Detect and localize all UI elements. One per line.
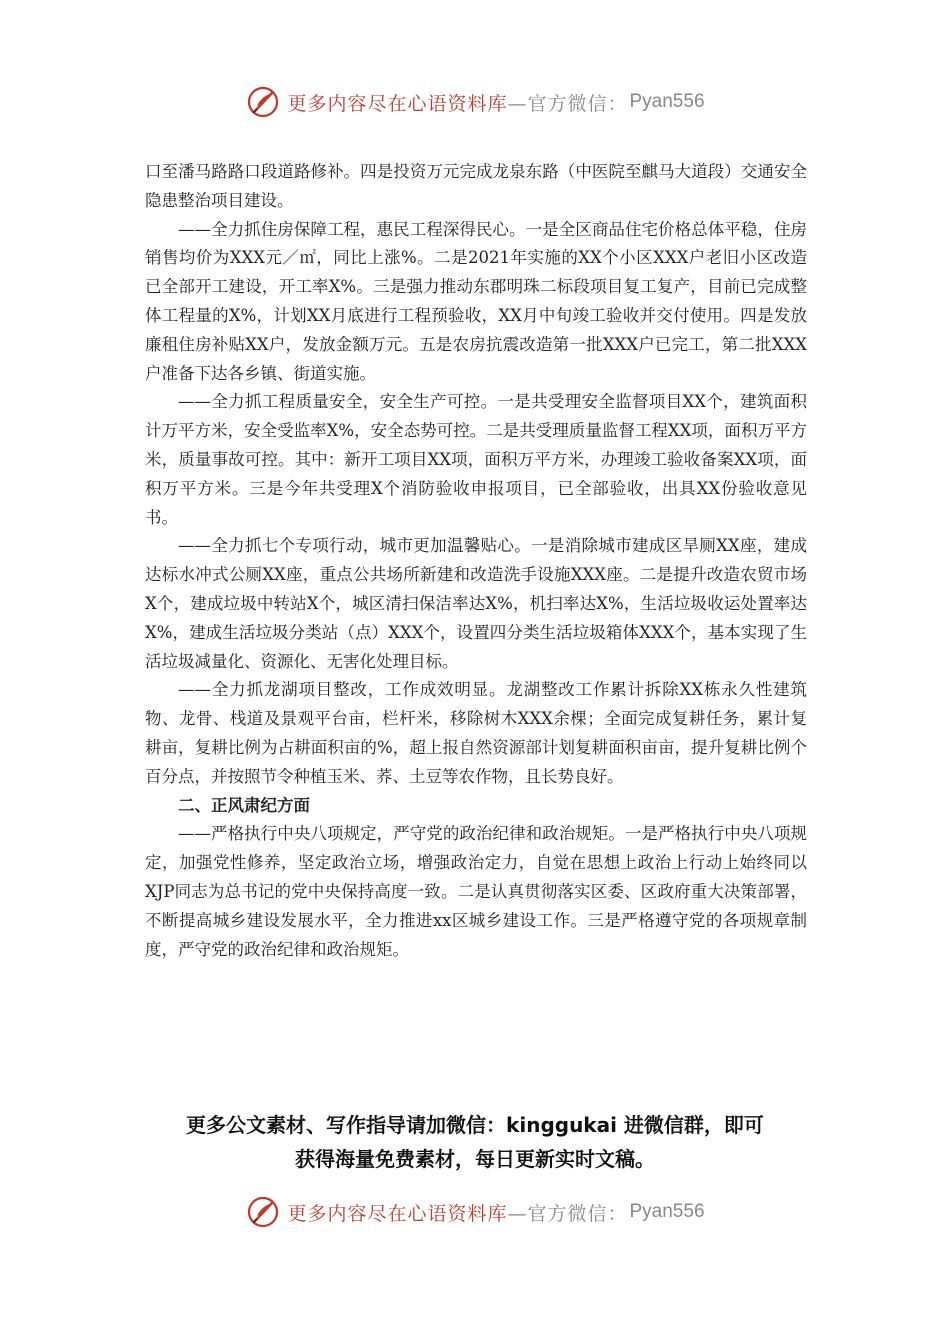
quill-logo-icon	[245, 1194, 281, 1230]
paragraph-housing: ——全力抓住房保障工程，惠民工程深得民心。一是全区商品住宅价格总体平稳，住房销售均价为XXX元／㎡，同比上涨%。二是2021年实施的XX个小区XXX户老旧小区改造已全部开工建设，开工率X%。三是强力推动东郡明珠二标段项目复工复产，目前已完成整体工程量的X%，计划XX月底进行工程预验收，XX月中旬竣工验收并交付使用。四是发放廉租住房补贴XX户，发放金额万元。五是农房抗震改造第一批XXX户已完工，第二批XXX户准备下达各乡镇、街道实施。	[145, 219, 807, 383]
paragraph-special-actions: ——全力抓七个专项行动，城市更加温馨贴心。一是消除城市建成区旱厕XX座，建成达标水冲式公厕XX座，重点公共场所新建和改造洗手设施XXX座。二是提升改造农贸市场X个，建成垃圾中转站X个，城区清扫保洁率达X%，机扫率达X%，生活垃圾收运处置率达X%，建成生活垃圾分类站（点）XXX个，设置四分类生活垃圾箱体XXX个，基本实现了生活垃圾减量化、资源化、无害化处理目标。	[145, 536, 807, 671]
footer-brand-text: 更多内容尽在心语资料库	[287, 1202, 508, 1225]
header-wechat-handle: Pyan556	[629, 91, 705, 112]
paragraph-discipline: ——严格执行中央八项规定，严守党的政治纪律和政治规矩。一是严格执行中央八项规定，加强党性修养，坚定政治立场，增强政治定力，自觉在思想上政治上行动上始终同以XJP同志为总书记的党中央保持高度一致。二是认真贯彻落实区委、区政府重大决策部署，不断提高城乡建设发展水平，全力推进xx区城乡建设工作。三是严格遵守党的各项规章制度，严守党的政治纪律和政治规矩。	[145, 824, 807, 959]
quill-logo-icon	[245, 84, 281, 120]
paragraph-quality-safety: ——全力抓工程质量安全，安全生产可控。一是共受理安全监督项目XX个，建筑面积计万平方米，安全受监率X%，安全态势可控。二是共受理质量监督工程XX项，面积万平方米，质量事故可控。其中：新开工项目XX项，面积万平方米，办理竣工验收备案XX项，面积万平方米。三是今年共受理X个消防验收申报项目，已全部验收，出具XX份验收意见书。	[145, 392, 807, 527]
footer-banner	[0, 1192, 950, 1232]
promo-line-1: 更多公文素材、写作指导请加微信：kinggukai 进微信群，即可	[186, 1113, 764, 1137]
footer-wechat-label: —官方微信：	[507, 1202, 628, 1225]
header-brand-text: 更多内容尽在心语资料库	[287, 92, 508, 115]
promo-block	[100, 1108, 850, 1176]
paragraph-longhu-project: ——全力抓龙湖项目整改，工作成效明显。龙湖整改工作累计拆除XX栋永久性建筑物、龙骨、栈道及景观平台亩，栏杆米，移除树木XXX余棵；全面完成复耕任务，累计复耕亩，复耕比例为占耕面积亩的%，超上报自然资源部计划复耕面积亩亩，提升复耕比例个百分点，并按照节令种植玉米、荞、土豆等农作物，且长势良好。	[145, 680, 807, 786]
footer-wechat-handle: Pyan556	[629, 1201, 705, 1222]
header-wechat-label: —官方微信：	[507, 92, 628, 115]
section-heading: 二、正风肃纪方面	[178, 795, 310, 815]
paragraph-continuation: 口至潘马路路口段道路修补。四是投资万元完成龙泉东路（中医院至麒马大道段）交通安全隐患整治项目建设。	[145, 162, 807, 210]
header-banner	[0, 82, 950, 122]
promo-line-2: 获得海量免费素材，每日更新实时文稿。	[295, 1147, 655, 1171]
document-body	[145, 158, 807, 964]
